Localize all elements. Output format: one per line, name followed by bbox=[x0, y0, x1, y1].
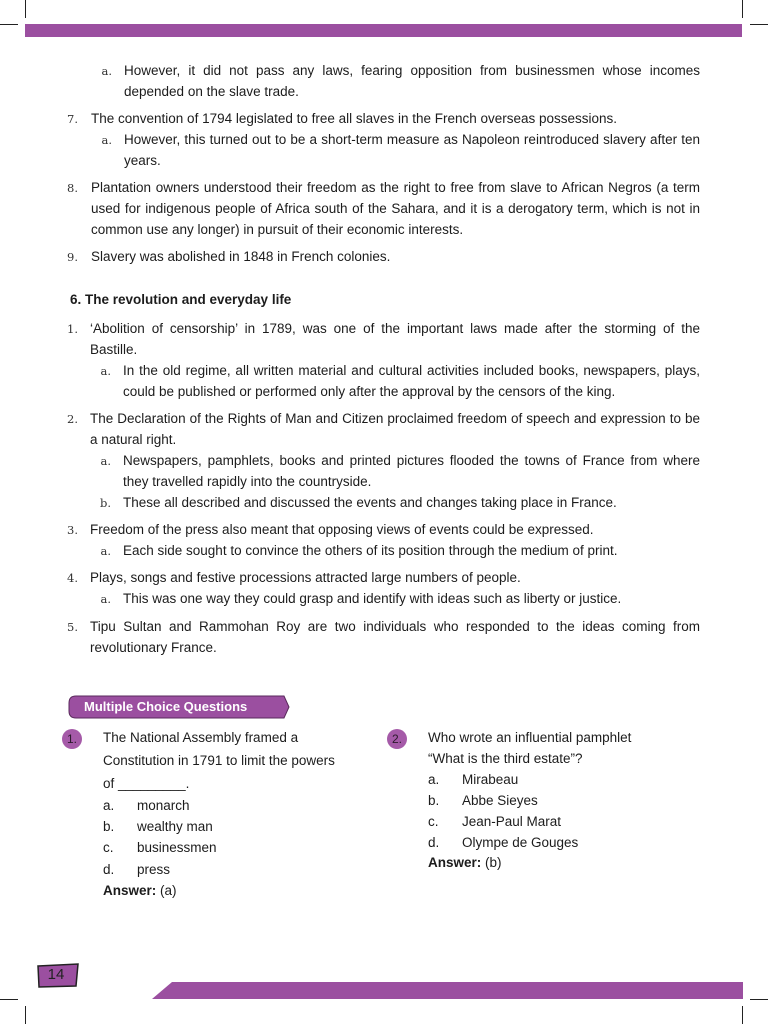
list-number: 5. bbox=[67, 620, 78, 634]
list-number: 1. bbox=[67, 322, 78, 336]
list-item-text: Each side sought to convince the others of its position through the medium of print. bbox=[123, 543, 618, 558]
option-text: businessmen bbox=[137, 840, 217, 855]
option-letter: a. bbox=[103, 798, 115, 813]
question-number-badge: 2. bbox=[387, 729, 407, 749]
option-text: press bbox=[137, 862, 171, 877]
crop-mark bbox=[0, 24, 18, 25]
crop-mark bbox=[742, 1006, 743, 1024]
list-item-text: Plays, songs and festive processions attracted large numbers of people. bbox=[90, 570, 521, 585]
question-text-line: of _________. bbox=[103, 776, 190, 791]
list-number: 2. bbox=[67, 412, 78, 426]
answer-label: Answer: bbox=[428, 855, 482, 870]
list-marker: a. bbox=[100, 454, 111, 468]
answer-line bbox=[428, 855, 502, 870]
list-marker: b. bbox=[99, 496, 111, 510]
option-text: Abbe Sieyes bbox=[462, 793, 538, 808]
option-letter: c. bbox=[103, 840, 114, 855]
list-item-text: These all described and discussed the events and changes taking place in France. bbox=[123, 495, 617, 510]
crop-mark bbox=[742, 0, 743, 18]
list-item-text: Tipu Sultan and Rammohan Roy are two individuals who responded to the ideas coming from revolutionary France. bbox=[90, 619, 700, 655]
list-item-text: Newspapers, pamphlets, books and printed pictures flooded the towns of France from where they travelled rapidly into the countryside. bbox=[123, 453, 700, 489]
list-marker: a. bbox=[100, 592, 111, 606]
header-accent-bar bbox=[25, 24, 742, 37]
answer-label: Answer: bbox=[103, 883, 157, 898]
list-marker: a. bbox=[100, 544, 111, 558]
page-number-tab bbox=[36, 963, 80, 988]
list-item-text: ‘Abolition of censorship’ in 1789, was one of the important laws made after the storming of the Bastille. bbox=[90, 321, 700, 357]
option-letter: d. bbox=[428, 835, 440, 850]
question-text-line: Constitution in 1791 to limit the powers bbox=[103, 753, 335, 768]
mcq-section-title: Multiple Choice Questions bbox=[84, 699, 248, 714]
crop-mark bbox=[750, 24, 768, 25]
list-item-text: The Declaration of the Rights of Man and Citizen proclaimed freedom of speech and expression to be a natural right. bbox=[90, 411, 700, 447]
option-letter: a. bbox=[428, 772, 440, 787]
list-item-text: In the old regime, all written material and cultural activities included books, newspapers, plays, could be published or performed only after the approval by the censors of the king. bbox=[123, 363, 700, 399]
question-text-line: Who wrote an influential pamphlet bbox=[428, 730, 632, 745]
list-number: 9. bbox=[67, 250, 78, 264]
crop-mark bbox=[750, 999, 768, 1000]
answer-value: (a) bbox=[156, 883, 177, 898]
answer-value: (b) bbox=[481, 855, 502, 870]
list-number: 4. bbox=[67, 571, 78, 585]
list-marker: a. bbox=[101, 133, 112, 147]
list-number: 7. bbox=[67, 112, 78, 126]
option-letter: c. bbox=[428, 814, 439, 829]
option-text: Olympe de Gouges bbox=[462, 835, 579, 850]
crop-mark bbox=[25, 1006, 26, 1024]
list-item-text: However, it did not pass any laws, fearing opposition from businessmen whose incomes depended on the slave trade. bbox=[124, 63, 700, 99]
mcq-section-tab bbox=[68, 695, 290, 719]
list-item-text: The convention of 1794 legislated to free all slaves in the French overseas possessions. bbox=[91, 111, 618, 126]
crop-mark bbox=[25, 0, 26, 18]
list-item-text: Slavery was abolished in 1848 in French colonies. bbox=[91, 249, 391, 264]
answer-line bbox=[103, 883, 177, 898]
section-heading: 6. The revolution and everyday life bbox=[70, 292, 292, 307]
question-number-badge: 1. bbox=[62, 729, 82, 749]
list-marker: a. bbox=[100, 364, 111, 378]
question-text-line: “What is the third estate”? bbox=[428, 751, 583, 766]
option-letter: b. bbox=[103, 819, 115, 834]
list-number: 3. bbox=[67, 523, 78, 537]
list-item-text: Freedom of the press also meant that opposing views of events could be expressed. bbox=[90, 522, 594, 537]
list-item-text: Plantation owners understood their freedom as the right to free from slave to African Negros (a term used for indigenous people of Africa south of the Sahara, and it is a derogatory term, which is not in common use any longer) in pursuit of their economic interests. bbox=[91, 180, 700, 237]
option-text: monarch bbox=[137, 798, 190, 813]
option-letter: b. bbox=[428, 793, 440, 808]
list-number: 8. bbox=[67, 181, 78, 195]
crop-mark bbox=[0, 999, 18, 1000]
page-number: 14 bbox=[47, 966, 65, 983]
list-item-text: This was one way they could grasp and identify with ideas such as liberty or justice. bbox=[123, 591, 622, 606]
list-item-text: However, this turned out to be a short-term measure as Napoleon reintroduced slavery after ten years. bbox=[124, 132, 700, 168]
option-text: wealthy man bbox=[137, 819, 213, 834]
footer-accent-bar bbox=[152, 982, 743, 999]
option-text: Mirabeau bbox=[462, 772, 519, 787]
option-letter: d. bbox=[103, 862, 115, 877]
question-text-line: The National Assembly framed a bbox=[103, 730, 299, 745]
list-marker: a. bbox=[101, 64, 112, 78]
option-text: Jean-Paul Marat bbox=[462, 814, 562, 829]
